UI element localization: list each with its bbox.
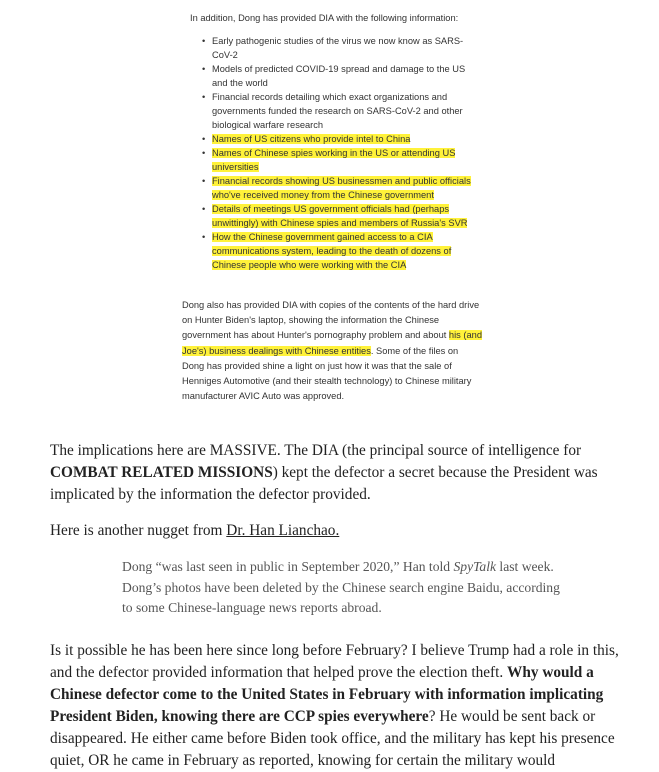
bullet-item: • Details of meetings US government officials had (perhaps unwittingly) with Chinese spies and members of Russia's SVR bbox=[212, 202, 482, 230]
blockquote: Dong “was last seen in public in September 2020,” Han told SpyTalk last week. Dong’s photos have been deleted by the Chinese search engine Baidu, according to some Chinese-language news reports abroad. bbox=[122, 559, 560, 615]
bullet-item: • Models of predicted COVID-19 spread and damage to the US and the world bbox=[212, 62, 482, 90]
bullet-item: • Financial records showing US businessmen and public officials who've received money from the Chinese government bbox=[212, 174, 482, 202]
han-lianchao-link[interactable]: Dr. Han Lianchao. bbox=[226, 522, 340, 539]
bullet-item: • How the Chinese government gained access to a CIA communications system, leading to the death of dozens of Chinese people who were working with the CIA bbox=[212, 230, 482, 272]
article-paragraph-3: Is it possible he has been here since long before February? I believe Trump had a role in this, and the defector provided information that helped prove the election theft. Why would a Chinese defector come to the United States in February with information implicating President Biden, knowing there are CCP spies everywhere? He would be sent back or disappeared. He either came before Biden took office, and the military has kept his presence quiet, OR he came in February as reported, knowing for certain the military would bbox=[50, 642, 619, 769]
bullet-item: • Financial records detailing which exact organizations and governments funded the research on SARS-CoV-2 and other biological warfare research bbox=[212, 90, 482, 132]
bullet-item: • Early pathogenic studies of the virus we now know as SARS-CoV-2 bbox=[212, 34, 482, 62]
article-paragraph-1: The implications here are MASSIVE. The DIA (the principal source of intelligence for COMBAT RELATED MISSIONS) kept the defector a secret because the President was implicated by the information the defector provided. bbox=[50, 442, 598, 503]
highlighted-text: his (and Joe's) business dealings with Chinese entities bbox=[182, 330, 482, 356]
screenshot-intro: In addition, Dong has provided DIA with the following information: bbox=[190, 13, 459, 23]
bullet-item: • Names of Chinese spies working in the US or attending US universities bbox=[212, 146, 482, 174]
screenshot-paragraph: Dong also has provided DIA with copies of the contents of the hard drive on Hunter Biden's laptop, showing the information the Chinese government has about Hunter's pornography problem and about his (and Joe's) business dealings with Chinese entities. Some of the files on Dong has provided shine a light on just how it was that the sale of Henniges Automotive (and their stealth technology) to Chinese military manufacturer AVIC Auto was approved. bbox=[182, 300, 482, 402]
article-paragraph-2: Here is another nugget from Dr. Han Lianchao. bbox=[50, 522, 340, 539]
bullet-item: • Names of US citizens who provide intel to China bbox=[212, 132, 482, 146]
screenshot-bullet-list bbox=[197, 34, 482, 272]
embedded-screenshot bbox=[175, 0, 487, 430]
